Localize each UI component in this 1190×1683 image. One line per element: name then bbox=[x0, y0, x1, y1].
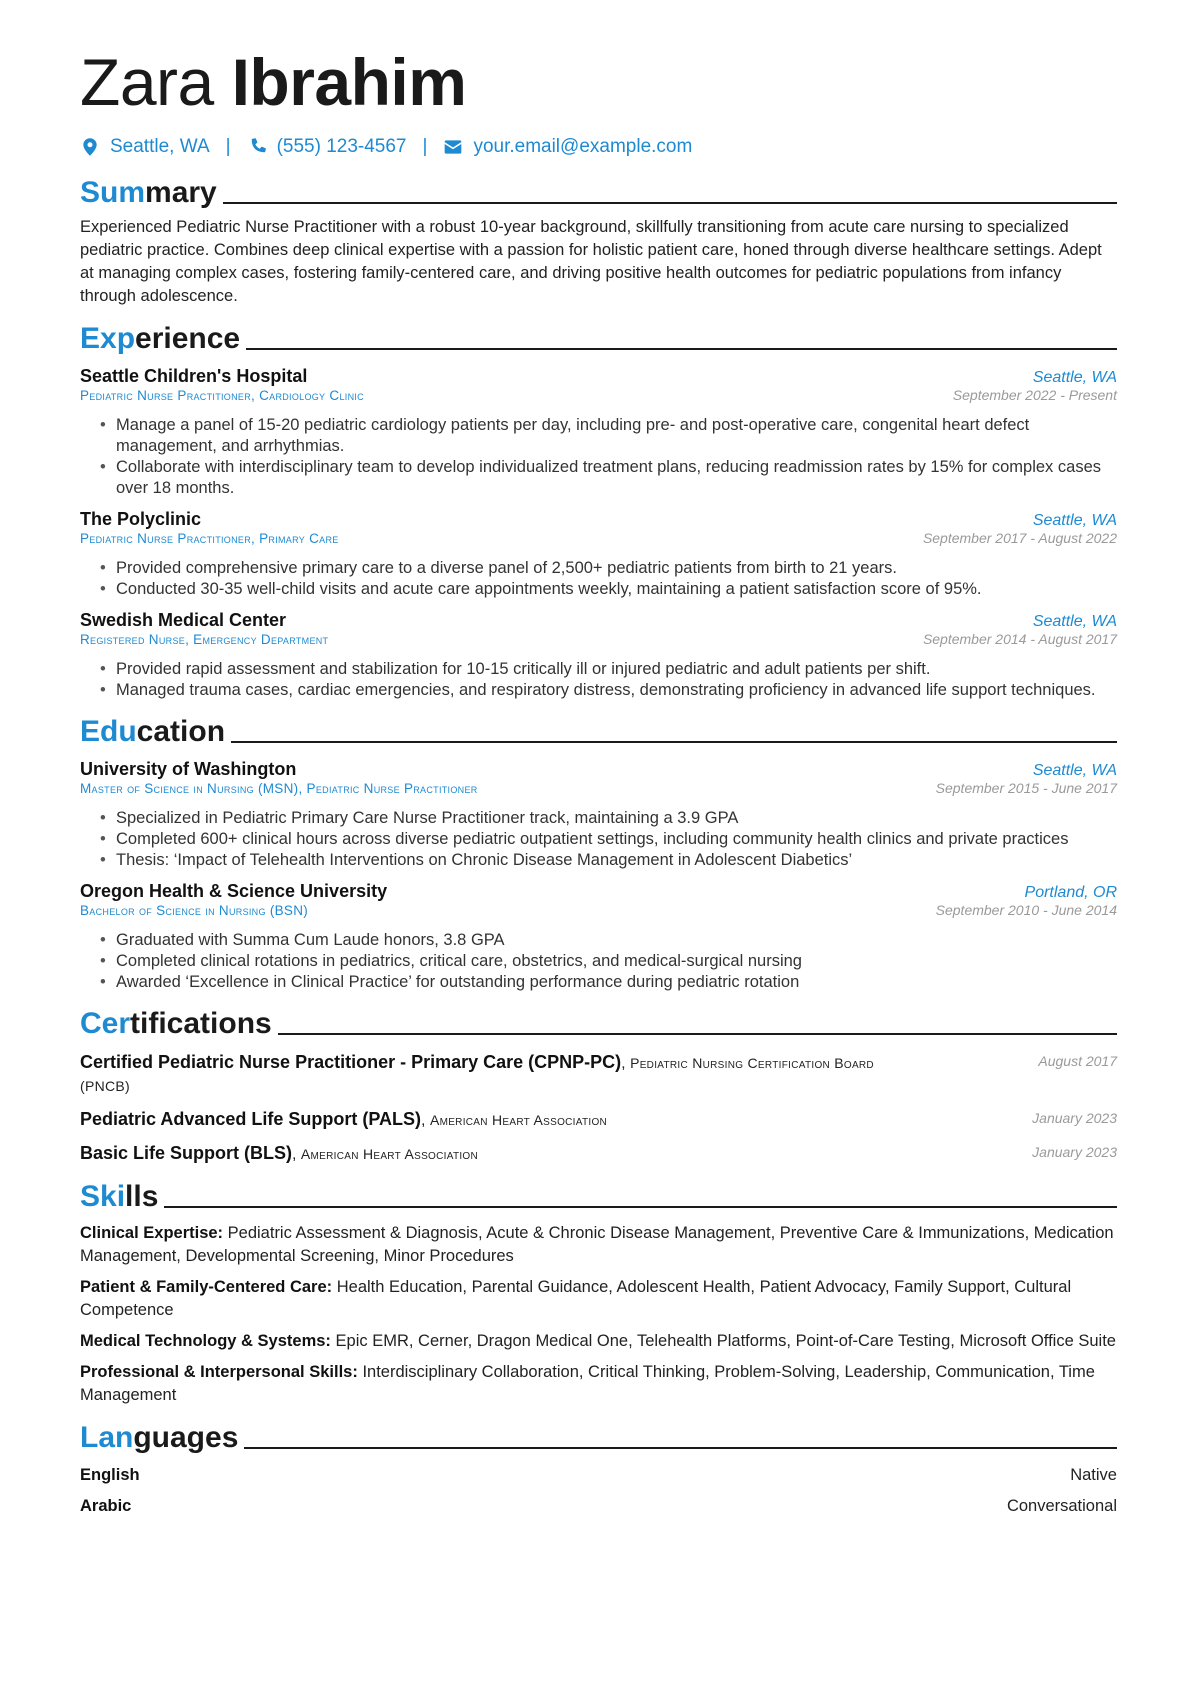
certification-title: Certified Pediatric Nurse Practitioner - Primary Care (CPNP-PC) bbox=[80, 1052, 622, 1072]
certification-date: January 2023 bbox=[1032, 1144, 1117, 1160]
entry-dates: September 2017 - August 2022 bbox=[922, 530, 1117, 546]
language-name: Arabic bbox=[80, 1497, 132, 1515]
bullet-item: • Collaborate with interdisciplinary team to develop individualized treatment plans, reducing readmission rates by 15% for complex cases over 18 months. bbox=[116, 457, 1117, 499]
bullet-list bbox=[80, 930, 1117, 993]
section-title: Languages bbox=[80, 1421, 239, 1454]
certification-issuer: American Heart Association bbox=[300, 1146, 479, 1162]
entry-location: Seattle, WA bbox=[1032, 369, 1117, 386]
bullet-item: • Conducted 30-35 well-child visits and acute care appointments weekly, maintaining a patient satisfaction score of 95%. bbox=[116, 579, 1117, 600]
certification-date: January 2023 bbox=[1032, 1110, 1117, 1126]
degree-title: Bachelor of Science in Nursing (BSN) bbox=[80, 903, 309, 918]
contact-separator: | bbox=[225, 136, 231, 157]
section-title: Experience bbox=[80, 322, 241, 355]
employer-name: Swedish Medical Center bbox=[80, 610, 287, 630]
education-entry bbox=[80, 881, 1117, 993]
certification-entry: Basic Life Support (BLS), American Heart Association January 2023 bbox=[80, 1143, 1117, 1163]
bullet-item: • Provided comprehensive primary care to a diverse panel of 2,500+ pediatric patients from birth to 21 years. bbox=[116, 558, 1117, 579]
degree-title: Master of Science in Nursing (MSN), Pediatric Nurse Practitioner bbox=[80, 781, 478, 796]
bullet-list bbox=[80, 808, 1117, 871]
certification-issuer: American Heart Association bbox=[429, 1112, 608, 1128]
entry-dates: September 2015 - June 2017 bbox=[935, 780, 1117, 796]
entry-dates: September 2014 - August 2017 bbox=[922, 631, 1117, 647]
section-rule bbox=[223, 202, 1117, 204]
skill-group bbox=[80, 1361, 1117, 1407]
certification-date: August 2017 bbox=[1038, 1053, 1117, 1069]
experience-heading bbox=[80, 318, 1117, 356]
skill-list: Health Education, Parental Guidance, Adolescent Health, Patient Advocacy, Family Support, Cultural Competence bbox=[80, 1278, 1072, 1319]
experience-entry bbox=[80, 610, 1117, 701]
entry-location: Seattle, WA bbox=[1032, 762, 1117, 779]
bullet-list bbox=[80, 558, 1117, 600]
job-title: Pediatric Nurse Practitioner, Cardiology Clinic bbox=[80, 388, 364, 403]
employer-name: Seattle Children's Hospital bbox=[80, 366, 308, 386]
email-text: your.email@example.com bbox=[473, 136, 693, 157]
section-rule bbox=[231, 741, 1117, 743]
phone-text: (555) 123-4567 bbox=[276, 136, 407, 157]
language-row bbox=[80, 1464, 1117, 1486]
skill-list: Interdisciplinary Collaboration, Critical Thinking, Problem-Solving, Leadership, Communication, Time Management bbox=[80, 1363, 1095, 1404]
certification-title: Basic Life Support (BLS) bbox=[80, 1143, 293, 1163]
candidate-name bbox=[80, 44, 1117, 120]
bullet-item: • Manage a panel of 15-20 pediatric cardiology patients per day, including pre- and post-operative care, congenital heart defect management, and arrhythmias. bbox=[116, 415, 1117, 457]
experience-entry bbox=[80, 509, 1117, 600]
contact-email[interactable] bbox=[443, 136, 692, 158]
education-entry bbox=[80, 759, 1117, 871]
bullet-item: • Provided rapid assessment and stabilization for 10-15 critically ill or injured pediatric and adult patients per shift. bbox=[116, 659, 1117, 680]
contact-location bbox=[80, 136, 210, 158]
entry-dates: September 2022 - Present bbox=[952, 387, 1117, 403]
section-rule bbox=[164, 1206, 1117, 1208]
skill-group bbox=[80, 1222, 1117, 1268]
skill-label: Clinical Expertise: bbox=[80, 1224, 224, 1242]
job-title: Registered Nurse, Emergency Department bbox=[80, 632, 329, 647]
bullet-item: • Completed clinical rotations in pediatrics, critical care, obstetrics, and medical-surgical nursing bbox=[116, 951, 1117, 972]
section-title: Education bbox=[80, 715, 226, 748]
entry-location: Portland, OR bbox=[1024, 884, 1117, 901]
first-name: Zara bbox=[80, 45, 214, 119]
certification-title: Pediatric Advanced Life Support (PALS) bbox=[80, 1109, 422, 1129]
bullet-item: • Thesis: ‘Impact of Telehealth Interventions on Chronic Disease Management in Adolescent Diabetics’ bbox=[116, 850, 1117, 871]
bullet-item: • Awarded ‘Excellence in Clinical Practice’ for outstanding performance during pediatric rotation bbox=[116, 972, 1117, 993]
skill-label: Professional & Interpersonal Skills: bbox=[80, 1363, 358, 1381]
skill-group bbox=[80, 1330, 1117, 1353]
contact-line bbox=[80, 132, 1117, 162]
employer-name: The Polyclinic bbox=[80, 509, 202, 529]
section-rule bbox=[278, 1033, 1117, 1035]
section-rule bbox=[246, 348, 1117, 350]
summary-heading bbox=[80, 172, 1117, 210]
experience-entry bbox=[80, 366, 1117, 499]
school-name: University of Washington bbox=[80, 759, 297, 779]
bullet-item: • Managed trauma cases, cardiac emergencies, and respiratory distress, demonstrating proficiency in advanced life support techniques. bbox=[116, 680, 1117, 701]
section-title: Summary bbox=[80, 176, 217, 209]
bullet-item: • Graduated with Summa Cum Laude honors, 3.8 GPA bbox=[116, 930, 1117, 951]
language-level: Native bbox=[1070, 1466, 1117, 1484]
map-pin-icon bbox=[80, 137, 100, 157]
skill-label: Patient & Family-Centered Care: bbox=[80, 1278, 333, 1296]
envelope-icon bbox=[443, 137, 463, 157]
certification-issuer: Pediatric Nursing Certification Board (PNCB) bbox=[80, 1055, 874, 1094]
education-heading bbox=[80, 711, 1117, 749]
skill-group bbox=[80, 1276, 1117, 1322]
section-title: Certifications bbox=[80, 1007, 272, 1040]
language-level: Conversational bbox=[1006, 1497, 1117, 1515]
skills-heading bbox=[80, 1176, 1117, 1214]
certifications-heading bbox=[80, 1003, 1117, 1041]
bullet-list bbox=[80, 415, 1117, 499]
last-name: Ibrahim bbox=[231, 45, 467, 119]
bullet-list bbox=[80, 659, 1117, 701]
bullet-item: • Completed 600+ clinical hours across diverse pediatric outpatient settings, including community health clinics and private practices bbox=[116, 829, 1117, 850]
entry-dates: September 2010 - June 2014 bbox=[935, 902, 1117, 918]
certification-entry: Pediatric Advanced Life Support (PALS), American Heart Association January 2023 bbox=[80, 1109, 1117, 1129]
entry-location: Seattle, WA bbox=[1032, 512, 1117, 529]
school-name: Oregon Health & Science University bbox=[80, 881, 388, 901]
languages-heading bbox=[80, 1417, 1117, 1455]
contact-separator: | bbox=[422, 136, 428, 157]
certification-entry: Certified Pediatric Nurse Practitioner - Primary Care (CPNP-PC), Pediatric Nursing Certification Board (PNCB) August 2017 bbox=[80, 1052, 1117, 1094]
location-text: Seattle, WA bbox=[110, 136, 210, 157]
bullet-item: • Specialized in Pediatric Primary Care Nurse Practitioner track, maintaining a 3.9 GPA bbox=[116, 808, 1117, 829]
section-rule bbox=[244, 1447, 1117, 1449]
section-title: Skills bbox=[80, 1180, 159, 1213]
language-row bbox=[80, 1495, 1117, 1517]
language-name: English bbox=[80, 1466, 140, 1484]
skill-list: Epic EMR, Cerner, Dragon Medical One, Telehealth Platforms, Point-of-Care Testing, Microsoft Office Suite bbox=[335, 1332, 1116, 1350]
skill-label: Medical Technology & Systems: bbox=[80, 1332, 331, 1350]
summary-text: Experienced Pediatric Nurse Practitioner with a robust 10-year background, skillfully transitioning from acute care nursing to specialized pediatric practice. Combines deep clinical expertise with a passion for holistic patient care, honed through diverse healthcare settings. Adept at managing complex cases, fostering family-centered care, and driving positive health outcomes for pediatric populations from infancy through adolescence. bbox=[80, 218, 1102, 305]
contact-phone[interactable] bbox=[247, 136, 407, 158]
job-title: Pediatric Nurse Practitioner, Primary Care bbox=[80, 531, 339, 546]
phone-icon bbox=[247, 137, 267, 157]
skill-list: Pediatric Assessment & Diagnosis, Acute & Chronic Disease Management, Preventive Care & Immunizations, Medication Management, Developmental Screening, Minor Procedures bbox=[80, 1224, 1114, 1265]
entry-location: Seattle, WA bbox=[1032, 613, 1117, 630]
